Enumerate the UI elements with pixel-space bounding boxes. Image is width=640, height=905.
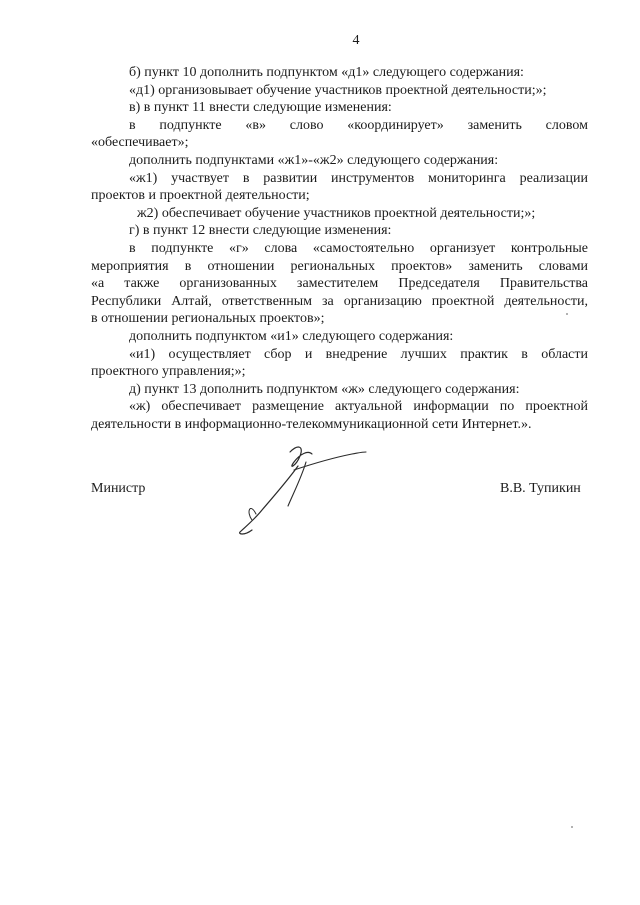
paragraph: «ж1) участвует в развитии инструментов мониторинга реализации <box>129 170 588 186</box>
paragraph: деятельности в информационно-телекоммуникационной сети Интернет.». <box>91 416 532 432</box>
signatory-title: Министр <box>91 481 146 496</box>
paragraph: в) в пункт 11 внести следующие изменения: <box>129 100 392 116</box>
paragraph: в подпункте «г» слова «самостоятельно организует контрольные <box>129 240 588 256</box>
paragraph: проектного управления;»; <box>91 364 246 380</box>
paragraph: дополнить подпунктами «ж1»-«ж2» следующего содержания: <box>129 152 499 168</box>
paragraph: «и1) осуществляет сбор и внедрение лучших практик в области <box>129 346 588 362</box>
paragraph: «обеспечивает»; <box>91 135 189 151</box>
scan-speck <box>566 313 568 315</box>
paragraph: «а также организованных заместителем Председателя Правительства <box>91 276 588 292</box>
document-body <box>91 64 588 433</box>
paragraph: в отношении региональных проектов»; <box>91 311 325 327</box>
paragraph: мероприятия в отношении региональных проектов» заменить словами <box>91 258 588 274</box>
paragraph: проектов и проектной деятельности; <box>91 188 310 204</box>
paragraph: «ж) обеспечивает размещение актуальной информации по проектной <box>129 399 588 415</box>
signatory-name: В.В. Тупикин <box>500 481 581 496</box>
paragraph: Республики Алтай, ответственным за организацию проектной деятельности, <box>91 293 588 309</box>
page-number: 4 <box>352 33 360 48</box>
paragraph: дополнить подпунктом «и1» следующего содержания: <box>129 328 454 344</box>
scan-speck <box>571 826 573 828</box>
handwritten-signature <box>228 440 378 540</box>
paragraph: б) пункт 10 дополнить подпунктом «д1» следующего содержания: <box>129 65 524 80</box>
paragraph: «д1) организовывает обучение участников проектной деятельности;»; <box>129 82 547 98</box>
paragraph: г) в пункт 12 внести следующие изменения: <box>129 223 392 239</box>
paragraph: ж2) обеспечивает обучение участников проектной деятельности;»; <box>137 205 536 221</box>
paragraph: в подпункте «в» слово «координирует» заменить словом <box>129 117 588 133</box>
paragraph: д) пункт 13 дополнить подпунктом «ж» следующего содержания: <box>129 381 520 397</box>
